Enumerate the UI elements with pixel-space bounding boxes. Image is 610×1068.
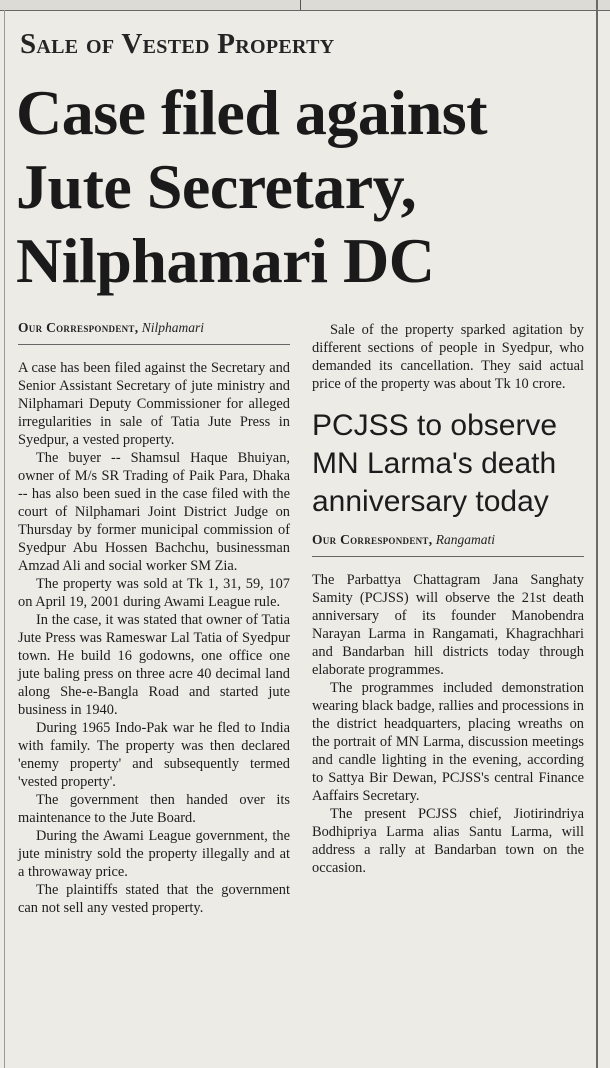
story1-paragraph: During the Awami League government, the jute ministry sold the property illegally and at a throwaway price. — [18, 828, 290, 880]
story1-paragraph: A case has been filed against the Secretary and Senior Assistant Secretary of jute ministry and Nilphamari Deputy Commissioner for alleged irregularities in sale of Tatia Jute Press in Syedpur, a vested property. — [18, 360, 290, 448]
byline-name: Our Correspondent, — [312, 532, 433, 547]
headline — [16, 76, 591, 298]
byline-name: Our Correspondent, — [18, 320, 139, 335]
story1-byline — [18, 319, 290, 345]
headline-line: Jute Secretary, — [16, 151, 417, 222]
right-column-rule — [596, 0, 598, 1068]
byline-place: Nilphamari — [141, 320, 205, 335]
story1-paragraph: In the case, it was stated that owner of Tatia Jute Press was Rameswar Lal Tatia of Syedpur town. He build 16 godowns, one office one jute baling press on three acre 40 decimal land along She-e-Bangla Road and started jute business in 1940. — [18, 612, 290, 718]
headline-line: Case filed against — [16, 77, 487, 148]
column-tick — [300, 0, 301, 10]
story2-paragraph: The present PCJSS chief, Jiotirindriya Bodhipriya Larma alias Santu Larma, will address a rally at Bandarban town on the occasion. — [312, 806, 584, 876]
kicker: Sale of Vested Property — [20, 28, 335, 60]
top-strip — [0, 0, 610, 11]
story2-byline — [312, 531, 584, 557]
story2-headline: PCJSS to observe MN Larma's death anniversary today — [312, 409, 558, 518]
story1-paragraph: Sale of the property sparked agitation by different sections of people in Syedpur, who demanded its cancellation. They said actual price of the property was about Tk 10 crore. — [312, 322, 584, 392]
left-rule — [4, 10, 5, 1068]
story2-paragraph: The programmes included demonstration wearing black badge, rallies and processions in the district headquarters, placing wreaths on the portrait of MN Larma, discussion meetings and candle lighting in the evening, according to Sattya Bir Dewan, PCJSS's central Finance Aaffairs Secretary. — [312, 680, 584, 804]
story1-paragraph: The plaintiffs stated that the government can not sell any vested property. — [18, 882, 290, 916]
story1-paragraph: During 1965 Indo-Pak war he fled to India with family. The property was then declared 'enemy property' and subsequently termed 'vested property'. — [18, 720, 290, 790]
headline-line: Nilphamari DC — [16, 225, 435, 296]
story2-paragraph: The Parbattya Chattagram Jana Sanghaty Samity (PCJSS) will observe the 21st death anniversary of its founder Manobendra Narayan Larma in Rangamati, Khagrachhari and Bandarban hill districts today through elaborate programmes. — [312, 572, 584, 678]
story1-paragraph: The buyer -- Shamsul Haque Bhuiyan, owner of M/s SR Trading of Paik Para, Dhaka -- has also been sued in the case filed with the court of Nilphamari Joint District Judge on Thursday by former municipal commission of Syedpur Abu Hossen Bachchu, businessman Amzad Ali and social worker SM Zia. — [18, 450, 290, 574]
story1-paragraph: The government then handed over its maintenance to the Jute Board. — [18, 792, 290, 826]
story1-column — [18, 319, 290, 917]
story1-paragraph: The property was sold at Tk 1, 31, 59, 107 on April 19, 2001 during Awami League rule. — [18, 576, 290, 610]
story2-column — [312, 321, 584, 877]
byline-place: Rangamati — [435, 532, 496, 547]
